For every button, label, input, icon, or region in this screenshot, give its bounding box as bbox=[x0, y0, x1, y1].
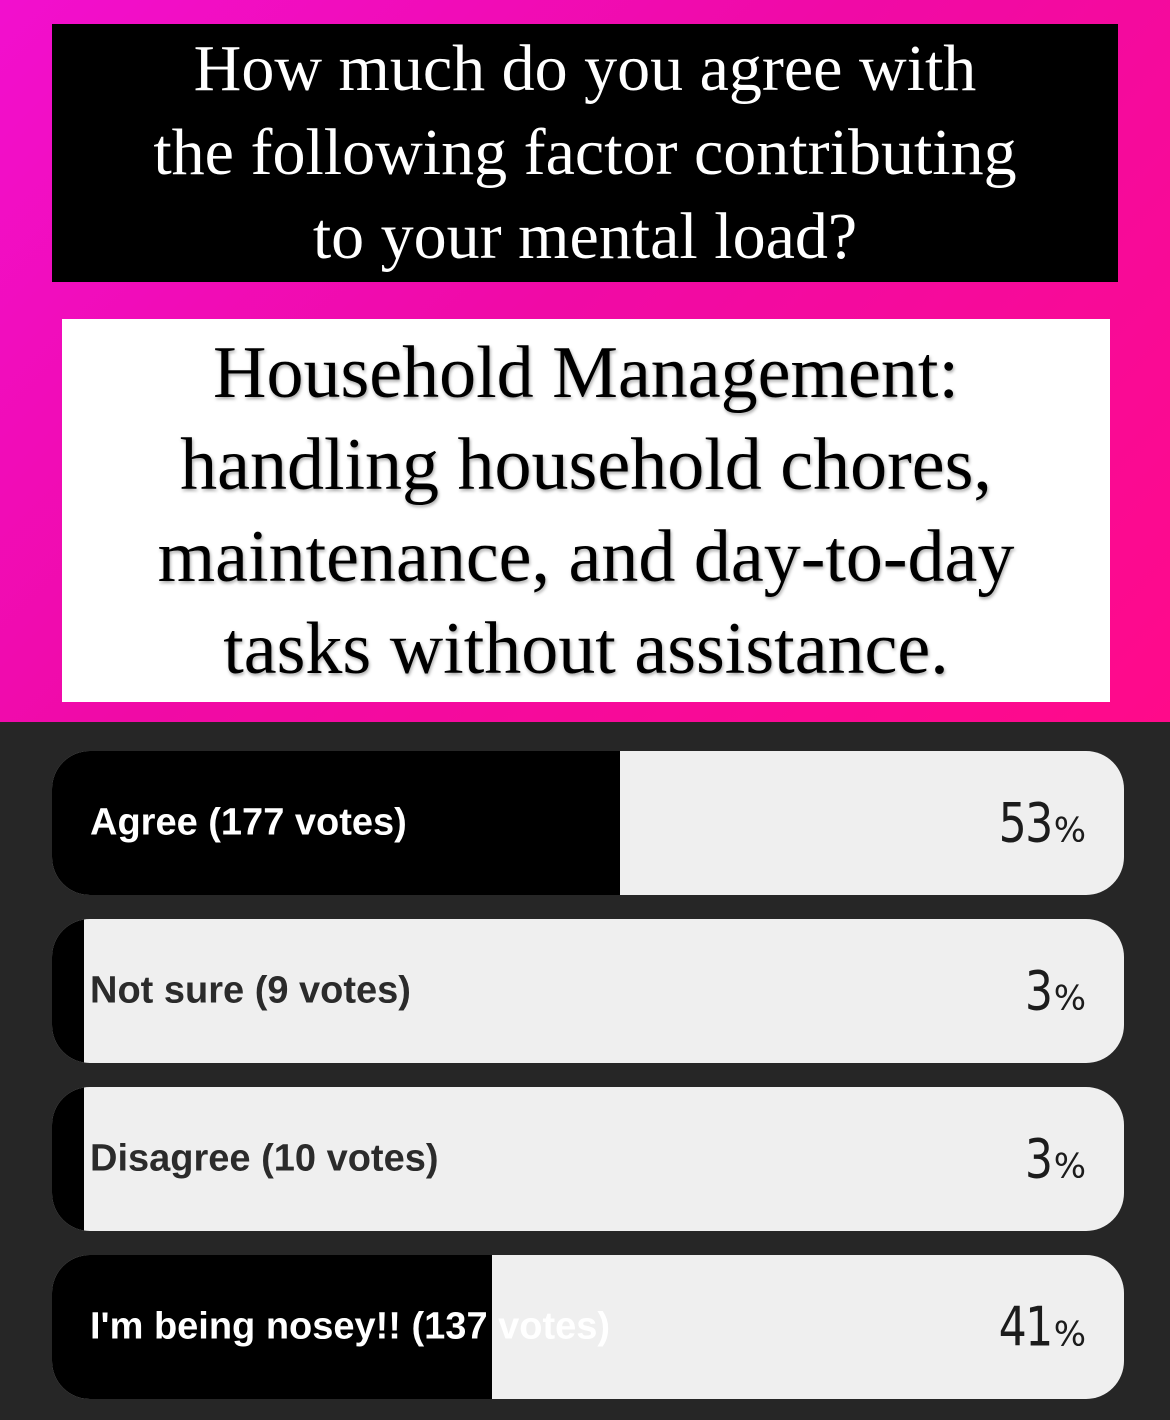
option-label: I'm being nosey!! (137 votes) bbox=[90, 1305, 611, 1348]
factor-statement bbox=[62, 319, 1110, 702]
percent-value: 3 bbox=[1025, 959, 1052, 1023]
question-line: the following factor contributing bbox=[153, 116, 1017, 189]
option-percent bbox=[1019, 960, 1086, 1023]
poll-option-disagree[interactable] bbox=[52, 1087, 1124, 1231]
percent-sign: % bbox=[1053, 810, 1086, 851]
percent-value: 53 bbox=[998, 791, 1052, 855]
option-percent bbox=[1019, 1128, 1086, 1191]
question-line: How much do you agree with bbox=[193, 32, 977, 105]
statement-line: Household Management: bbox=[213, 331, 959, 414]
option-percent bbox=[987, 1296, 1086, 1359]
percent-sign: % bbox=[1053, 1146, 1086, 1187]
percent-sign: % bbox=[1053, 978, 1086, 1019]
option-label: Not sure (9 votes) bbox=[90, 969, 411, 1012]
statement-line: tasks without assistance. bbox=[223, 607, 949, 690]
poll-option-nosey[interactable] bbox=[52, 1255, 1124, 1399]
result-bar-fill bbox=[52, 1087, 84, 1231]
percent-value: 3 bbox=[1025, 1127, 1052, 1191]
option-label: Agree (177 votes) bbox=[90, 801, 407, 844]
option-label: Disagree (10 votes) bbox=[90, 1137, 439, 1180]
question-line: to your mental load? bbox=[312, 200, 858, 273]
statement-line: maintenance, and day-to-day bbox=[157, 515, 1015, 598]
poll-question bbox=[52, 24, 1118, 282]
poll-results bbox=[0, 722, 1170, 1420]
option-percent bbox=[987, 792, 1086, 855]
result-bar-fill bbox=[52, 919, 84, 1063]
percent-sign: % bbox=[1053, 1314, 1086, 1355]
statement-line: handling household chores, bbox=[180, 423, 992, 506]
percent-value: 41 bbox=[998, 1295, 1052, 1359]
poll-option-not-sure[interactable] bbox=[52, 919, 1124, 1063]
poll-option-agree[interactable] bbox=[52, 751, 1124, 895]
